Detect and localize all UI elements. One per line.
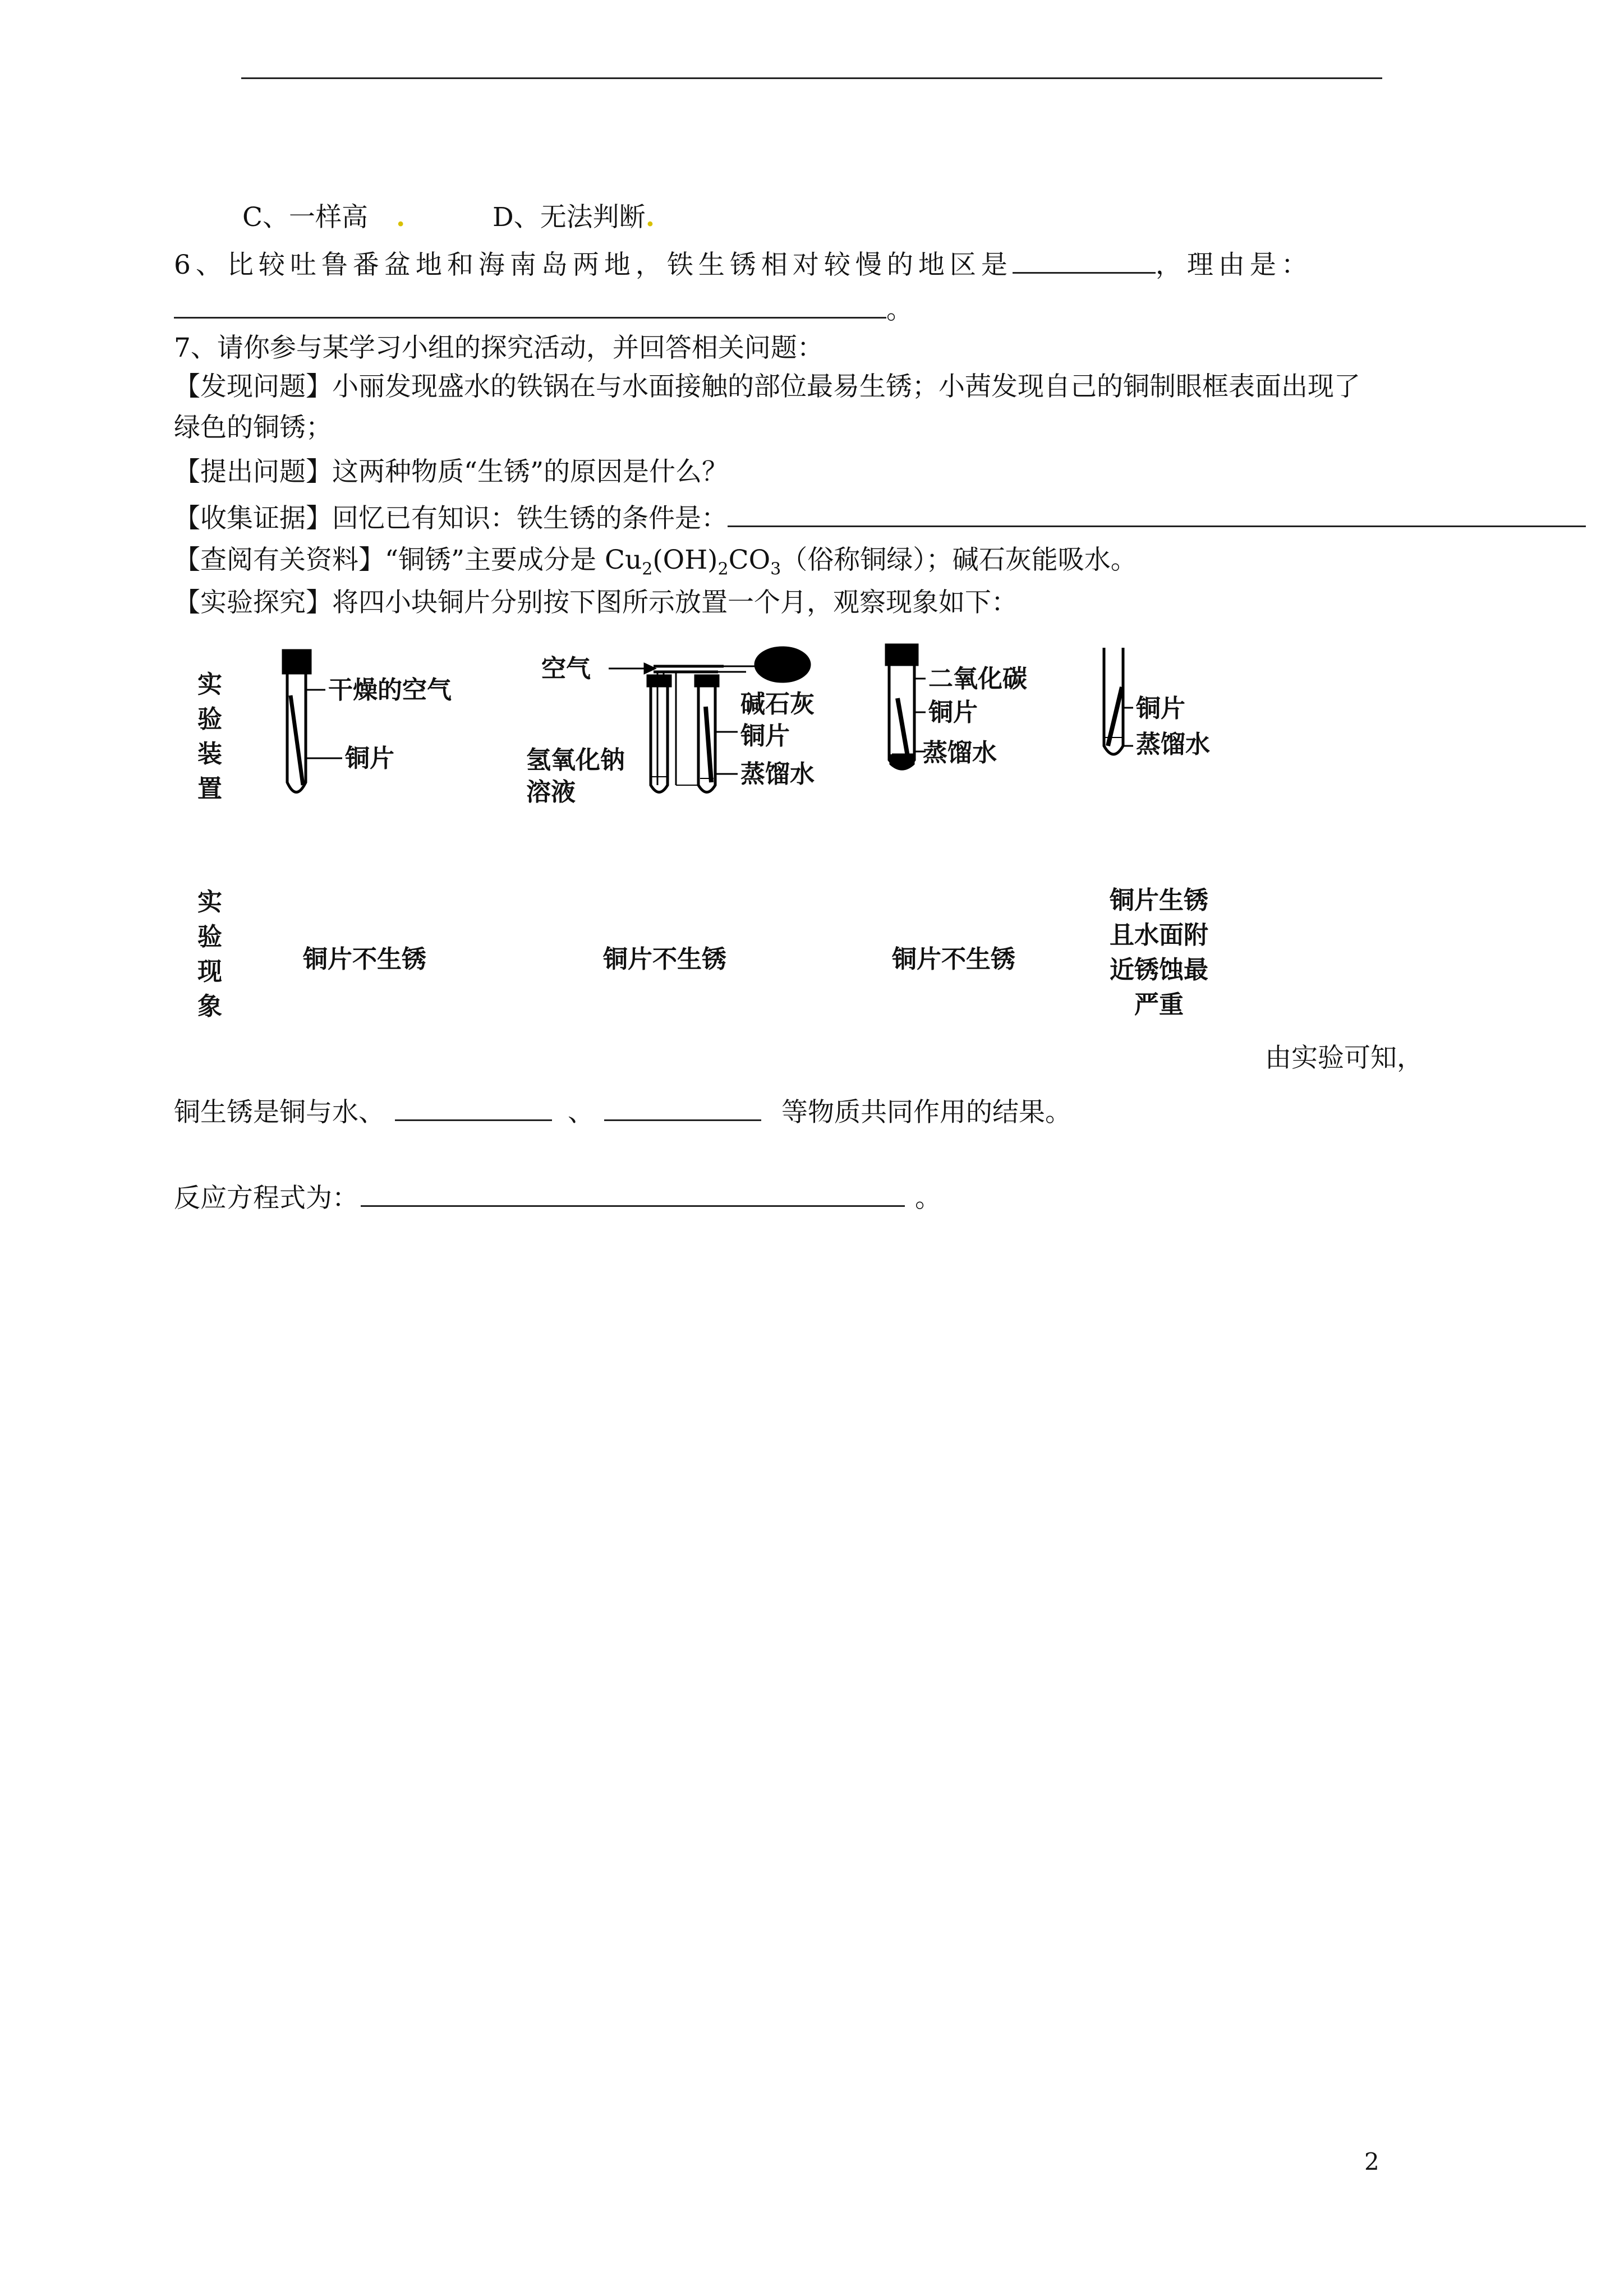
device-1-tube [283,651,342,792]
equation-line: 反应方程式为： 。 [174,1181,941,1215]
conclusion-blank-1[interactable] [395,1095,552,1121]
option-d-mark: . [645,202,655,233]
dev2-label-naoh: 氢氧化钠 [526,746,625,774]
q7-reference: 【查阅有关资料】“铜锈”主要成分是 $Cu_2(OH)_2CO_3$（俗称铜绿）；碱石灰能吸水。 [174,545,1137,579]
option-c-mark: . [395,202,406,233]
result-3: 铜片不生锈 [892,945,1015,974]
q7-evidence: 【收集证据】回忆已有知识：铁生锈的条件是： [174,501,1586,536]
dev2-label-sodalime: 碱石灰 [740,690,815,718]
conclusion-blank-2[interactable] [604,1095,761,1121]
dev4-label-copper: 铜片 [1136,694,1185,723]
q7-intro: 7、请你参与某学习小组的探究活动，并回答相关问题： [174,333,823,363]
dev2-label-air: 空气 [541,654,591,683]
dev2-label-copper: 铜片 [740,722,790,750]
q6-line: 6、比较吐鲁番盆地和海南岛两地，铁生锈相对较慢的地区是 ，理由是： [174,247,1313,282]
dev1-label-air: 干燥的空气 [328,676,452,704]
device-4-tube [1104,648,1133,754]
dev3-label-copper: 铜片 [928,698,978,727]
page-number: 2 [1364,2148,1379,2175]
option-d: D、无法判断. [493,202,655,233]
conclusion-line: 铜生锈是铜与水、 、 等物质共同作用的结果。 [174,1095,1071,1129]
option-c: C、一样高 . [242,202,406,233]
dev4-label-water: 蒸馏水 [1136,730,1210,759]
q7-experiment: 【实验探究】将四小块铜片分别按下图所示放置一个月，观察现象如下： [174,587,1018,618]
row-label-result: 实 验 现 象 [197,888,222,1021]
dev3-label-water: 蒸馏水 [923,739,997,767]
dev3-label-co2: 二氧化碳 [928,665,1027,693]
dev2-label-water: 蒸馏水 [740,760,815,789]
device-3-tube [886,645,926,769]
dev2-label-solution: 溶液 [526,778,576,806]
q6-reason-line: 。 [174,292,913,327]
dev1-label-copper: 铜片 [345,744,394,773]
equation-blank[interactable] [361,1181,905,1207]
q7-question: 【提出问题】这两种物质“生锈”的原因是什么？ [174,457,729,487]
result-4: 铜片生锈 且水面附 近锈蚀最 严重 [1110,886,1208,1019]
conclusion-tail: 由实验可知， [1265,1043,1423,1073]
result-2: 铜片不生锈 [603,945,726,974]
q7-discover: 【发现问题】小丽发现盛水的铁锅在与水面接触的部位最易生锈；小茜发现自己的铜制眼框表面出现了 [174,371,1360,402]
q7-discover-2: 绿色的铜锈； [174,412,332,443]
row-label-device: 实 验 装 置 [197,670,222,803]
result-1: 铜片不生锈 [303,945,426,974]
